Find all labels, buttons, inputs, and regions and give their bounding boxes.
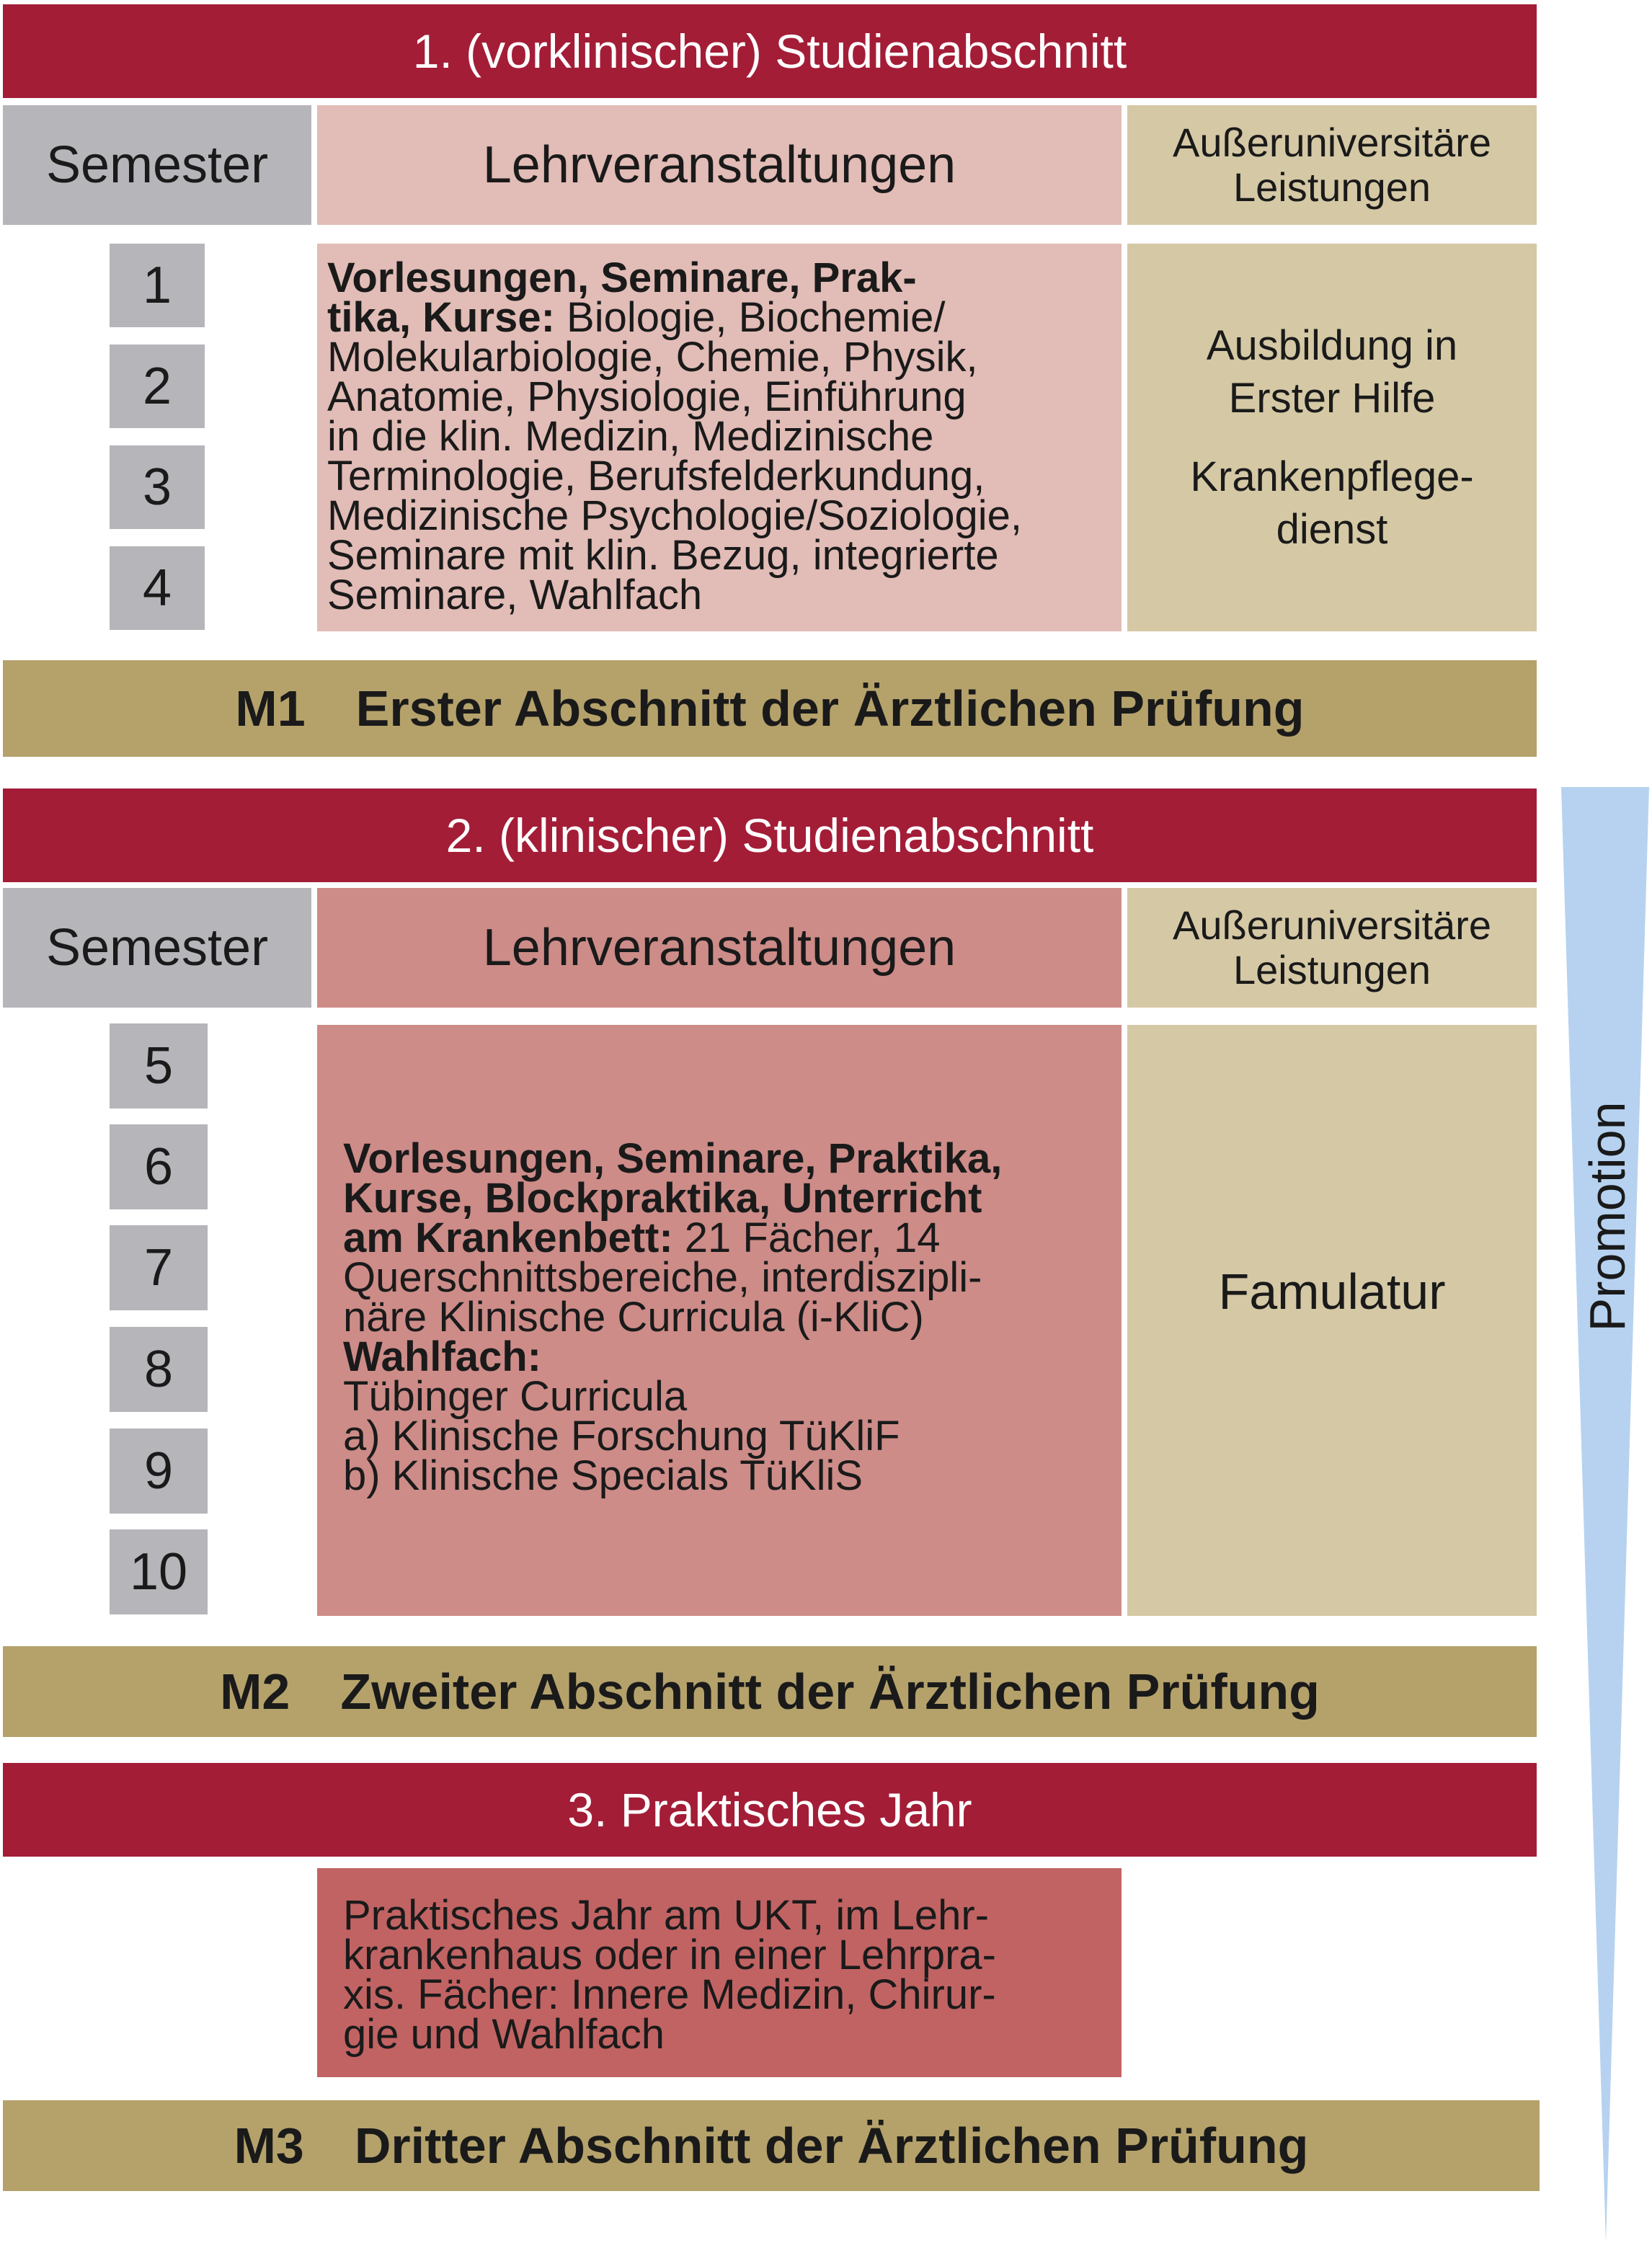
semester-box-1: 1	[110, 244, 205, 327]
semester-header-label: Semester	[45, 136, 269, 194]
semester-box-7: 7	[110, 1225, 208, 1310]
semester-box-8: 8	[110, 1327, 208, 1412]
promotion-arrow	[1560, 784, 1652, 2248]
content-bold: tika, Kurse:	[327, 294, 555, 341]
external-header-line1: Außeruniversitäre	[1173, 120, 1491, 165]
section3-title: 3. Praktisches Jahr	[567, 1783, 972, 1836]
section2-title: 2. (klinischer) Studienabschnitt	[445, 809, 1094, 862]
promotion-label: Promotion	[1579, 1101, 1635, 1332]
exam1-bar	[3, 660, 1537, 757]
promotion-label-wrap	[1560, 1101, 1652, 1332]
section3-title-bar	[3, 1763, 1537, 1857]
exam2-bar	[3, 1646, 1537, 1737]
semester-box-2: 2	[110, 345, 205, 428]
section2-title-bar	[3, 788, 1537, 882]
semester-box-10: 10	[110, 1529, 208, 1614]
section1-external-header	[1127, 105, 1537, 225]
section2-external-header: Außeruniversitäre Leistungen	[1127, 888, 1537, 1008]
exam-code: M3	[234, 2118, 304, 2174]
section3-content: Praktisches Jahr am UKT, im Lehr- krankenhaus oder in einer Lehrpra- xis. Fächer: Innere Medizin, Chirur- gie und Wahlfach	[317, 1868, 1122, 2077]
semester-box-9: 9	[110, 1429, 208, 1514]
exam-label: Dritter Abschnitt der Ärztlichen Prüfung	[354, 2118, 1309, 2174]
semester-box-5: 5	[110, 1023, 208, 1109]
lectures-header-label: Lehrveranstaltungen	[482, 136, 956, 194]
section1-lectures-content: Vorlesungen, Seminare, Prak- tika, Kurse: Biologie, Biochemie/ Molekularbiologie, Chemie, Physik, Anatomie, Physiologie, Einführung in die klin. Medizin, Medizinische Terminologie, Berufsfelderkundung, Medizinische Psychologie/Soziologie, Seminare mit klin. Bezug, integrierte Seminare, Wahlfach	[317, 244, 1122, 631]
exam-code: M1	[235, 680, 306, 737]
section2-lectures-header: Lehrveranstaltungen	[317, 888, 1122, 1008]
exam3-bar	[3, 2100, 1540, 2191]
section1-external-content: Ausbildung in Erster Hilfe Krankenpflege- dienst	[1127, 244, 1537, 631]
content-bold: Vorlesungen, Seminare, Prak-	[327, 254, 917, 301]
semester-box-4: 4	[110, 546, 205, 630]
section2-semester-header: Semester	[3, 888, 311, 1008]
section2-lectures-content: Vorlesungen, Seminare, Praktika, Kurse, Blockpraktika, Unterricht am Krankenbett: 21 Fächer, 14 Querschnittsbereiche, interdiszipli- näre Klinische Curricula (i-KliC) Wahlfach: Tübinger Curricula a) Klinische Forschung TüKliF b) Klinische Specials TüKliS	[317, 1025, 1122, 1616]
exam-label: Zweiter Abschnitt der Ärztlichen Prüfung	[340, 1663, 1320, 1720]
external-header-line2: Leistungen	[1233, 164, 1431, 210]
promotion-arrow-shape	[1561, 787, 1649, 2243]
section1-semester-header	[3, 105, 311, 225]
section1-title-bar	[3, 4, 1537, 98]
section1-lectures-header	[317, 105, 1122, 225]
exam-label: Erster Abschnitt der Ärztlichen Prüfung	[355, 680, 1305, 737]
exam-code: M2	[220, 1663, 290, 1720]
semester-box-3: 3	[110, 445, 205, 529]
semester-box-6: 6	[110, 1124, 208, 1209]
section1-title: 1. (vorklinischer) Studienabschnitt	[412, 25, 1127, 78]
section2-external-content: Famulatur	[1127, 1025, 1537, 1616]
